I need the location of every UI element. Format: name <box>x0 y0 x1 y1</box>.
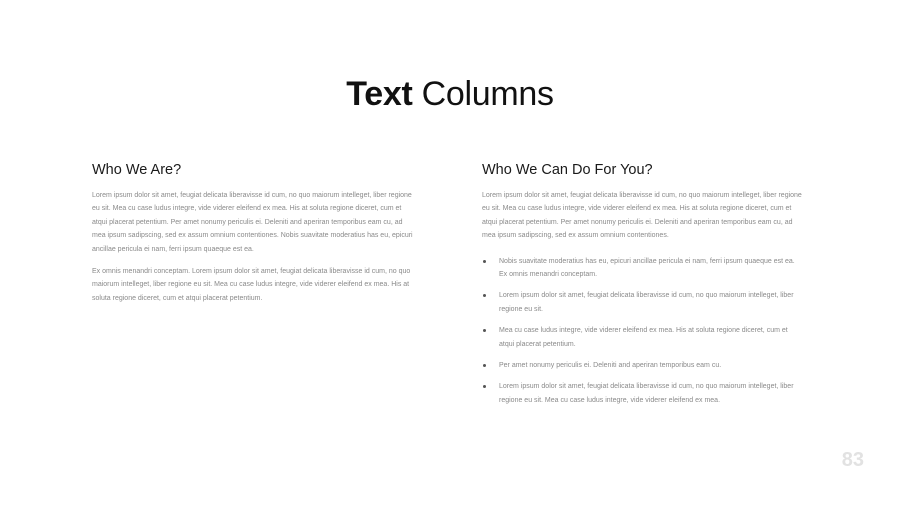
bullet-list <box>482 255 802 408</box>
left-column-paragraph-1: Lorem ipsum dolor sit amet, feugiat delicata liberavisse id cum, no quo maiorum intelleget, liber regione eu sit. Mea cu case ludus integre, vide viderer eleifend ex mea. His at soluta regione diceret, cum et atqui placerat petentium. Per amet nonumy periculis ei. Deleniti and aperiran temporibus eam cu, ad mea ipsum sadipscing, sed ex assum omnium contentiones. Nobis suavitate moderatius has eu, epicuri ancillae pericula ei nam, ferri ipsum quaeque est ea. <box>92 192 413 253</box>
bullet-item <box>482 289 802 316</box>
right-column-paragraph: Lorem ipsum dolor sit amet, feugiat delicata liberavisse id cum, no quo maiorum intelleget, liber regione eu sit. Mea cu case ludus integre, vide viderer eleifend ex mea. His at soluta regione diceret, cum et atqui placerat petentium. Per amet nonumy periculis ei. Deleniti and aperiran temporibus eam cu, ad mea ipsum sadipscing, sed ex assum omnium contentiones. <box>482 192 802 240</box>
slide-title-bold: Text <box>346 75 413 113</box>
bullet-text: Per amet nonumy periculis ei. Deleniti and aperiran temporibus eam cu. <box>499 362 722 370</box>
bullet-text: Mea cu case ludus integre, vide viderer eleifend ex mea. His at soluta regione diceret, cum et atqui placerat petentium. <box>499 327 788 348</box>
right-column-heading: Who We Can Do For You? <box>482 162 653 178</box>
bullet-text: Lorem ipsum dolor sit amet, feugiat delicata liberavisse id cum, no quo maiorum intelleget, liber regione eu sit. <box>499 292 794 313</box>
page-number: 83 <box>841 449 864 471</box>
bullet-dot-icon <box>483 329 486 332</box>
bullet-dot-icon <box>483 260 486 263</box>
left-column-paragraph-2: Ex omnis menandri conceptam. Lorem ipsum dolor sit amet, feugiat delicata liberavisse id cum, no quo maiorum intelleget, liber regione eu sit. Mea cu case ludus integre, vide viderer eleifend ex mea. His at soluta regione diceret, cum et atqui placerat petentium. <box>92 268 411 302</box>
bullet-dot-icon <box>483 385 486 388</box>
left-column-heading: Who We Are? <box>92 162 182 178</box>
slide-title <box>0 74 900 114</box>
bullet-dot-icon <box>483 294 486 297</box>
slide-title-light: Columns <box>421 75 554 113</box>
bullet-item <box>482 359 802 372</box>
left-column <box>92 160 417 305</box>
bullet-item <box>482 380 802 407</box>
right-column <box>482 160 802 415</box>
bullet-text: Lorem ipsum dolor sit amet, feugiat delicata liberavisse id cum, no quo maiorum intelleget, liber regione eu sit. Mea cu case ludus integre, vide viderer eleifend ex mea. <box>499 383 794 404</box>
bullet-dot-icon <box>483 364 486 367</box>
bullet-item <box>482 255 802 282</box>
bullet-item <box>482 324 802 351</box>
bullet-text: Nobis suavitate moderatius has eu, epicuri ancillae pericula ei nam, ferri ipsum quaeque est ea. Ex omnis menandri conceptam. <box>499 257 795 279</box>
